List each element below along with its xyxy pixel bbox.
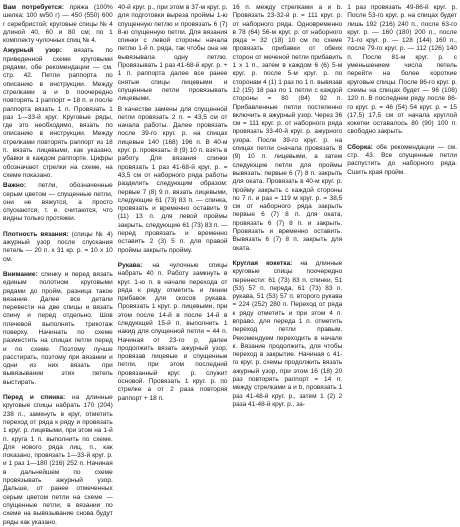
paragraph-text: на длинные круговые спицы набрать 170 (204) 238 п., замкнуть в круг, отметить переход от ряда к ряду и провязать 1 круг. р. лицевыми, при этом на 1-й п. круга 1 п. выполнить по схеме. Для нового ряда лиц. п., как показано, провязать 1—33-й круг. р. и 1 раз 1—180 (216) 252 п. Начиная в дальнейшем по схеме провязывать ажурный узор. Дальше, от ранее отмеченных серым цветом петли на схеме — спущенные петли, в вязании по схеме на вывязывание снова будут ряды как указано. bbox=[3, 394, 113, 526]
paragraph-materials bbox=[3, 4, 113, 45]
paragraph-assembly bbox=[347, 144, 457, 177]
paragraph-text: петли, обозначенные серым цветом — спущенные петли, они не вяжутся, а просто спускаются, т. е. считаются, что видны только протяжки. bbox=[3, 182, 113, 223]
paragraph-lace-pattern bbox=[3, 47, 113, 180]
paragraph-label: Перед и спинка: bbox=[3, 394, 66, 402]
paragraph-text: на длинные круговые спицы поочередно перенести: 61 (73) 83 п. спинки, 51 (53) 57 п. переда, 61 (73) 83 п. рукава, 51 (53) 57 п. второго рукава = 224 (252) 280 п. Переход от ряда к ряду отметить и при этом 4 п. вправо, для переда 1 п. отметить переход петли правым. Рекомендуем переходить в начале к. Вязание продолжить, для чтобы переход в закрытие. Начиная с 41-го круг. р. схемы продолжить вязать ажурный узор, при этом 16 (18) 20 раз повторять раппорт = 14 п. между стрелками а и b, провязать 1 раз 41-48-й круг. р., затем 1 (2) 2 раза 41-48-й круг. р., за- bbox=[232, 259, 343, 408]
paragraph-gauge bbox=[3, 231, 113, 264]
paragraph-continuation bbox=[233, 4, 343, 253]
paragraph-text: обе рекомендации — см. стр. 43. Все спущенные петли распустить до наборного ряда. Сшить края пройм. bbox=[347, 143, 457, 176]
paragraph-label: Внимание: bbox=[3, 270, 38, 278]
paragraph-text: пряжа (100% шелка; 100 м/50 г) — 450 (550) 600 г серебристой; круговые спицы № 4 длиной 40, 60 и 80 см; по 1 комплекту чулочных спиц № 4. bbox=[3, 4, 113, 45]
paragraph-text: 40-й круг. р., при этом в 37-м круг. р. для подготовки выреза проймы 1-ю спущенную петлю и провязать 6 (7) 8-ю спущенную петли. Для вязания спинки с левой стороны начала петлю 1-й п. ряда, так чтобы она не вывязывала одну петлю. Провязывать 1 раз 41-68-й круг. р. + 1 п. раппорта далее все ранее снятые спицы лицевыми и спущенные петли провязывать лицевыми. bbox=[117, 4, 228, 103]
paragraph-label: Рукава: bbox=[117, 261, 143, 269]
paragraph-label: Плотность вязания: bbox=[3, 230, 69, 238]
paragraph-important bbox=[3, 182, 113, 223]
paragraph-text: (спицы № 4) ажурный узор после спускания петель — 20 п. x 31 кр. р. = 10 x 10 см. bbox=[3, 230, 113, 263]
paragraph-text: спинку и перед вязать единым полотном круговыми рядами до пройм, разница такое вязание. Далее все детали перевести на две спицы и вязать спину и перед отдельно. Шов плечевой выполнять трикотаж поверху. Начинать по схеме разместить на спицах петли перед и по схеме. Поэтому лучше расстирать, поэтому при вязании и одни из них вязать при вывязывании этих петель выстирать. bbox=[3, 270, 113, 386]
paragraph-text: 1 раз провязать 49-86-й круг. р. После 53-го круг. р. на спицах будет лишь 192 (216) 240 п., после 63-го круг. р. — 160 (180) 200 п., после 71-го круг. р. — 128 (144) 160 п., после 79-го круг. р. — 112 (126) 140 п. После 81-м круг. р. с уменьшением числа петель перейти на более короткие круговые спицы. После 86-го круг. р. схемы на спицах будет — 96 (108) 120 п. В последнем ряду после 86-го круг. р. = 46 (54) 54 круг. р. = 15 (17,5) 17,5 см от начала круглой кокетки оставалось 80 (90) 100 п. свободно закрыть. bbox=[347, 4, 457, 136]
paragraph-continuation bbox=[118, 4, 228, 104]
text-column-1 bbox=[3, 4, 113, 526]
paragraph-text: вязать по приведенной схеме круговыми рядами, обе рекомендации — см. стр. 42. Петли раппорта по описанию в инструкции. Между стрелками а и b поочередно повторять 1 раппорт = 18 п. и после раппорта вязать 1 п. Провязать 1 раз 1—33-й круг. Круговые ряды, где это необходимо, вязать по описанию в инструкции. Между стрелками повторять раппорт из 18 п. вязать лицевыми, как указано, убавки в каждом раппорте. Цифры обозначают стрелки на схеме, на схеме показано. bbox=[3, 47, 113, 179]
paragraph-label: Круглая кокетка: bbox=[232, 259, 293, 267]
paragraph-label: Важно: bbox=[3, 182, 26, 190]
paragraph-label: Вам потребуется: bbox=[3, 4, 64, 11]
paragraph-text: В качестве замены для спущенной петли провязать 2 п. = 43,5 см от начала работы. Далее провязать после 39-го круг. р. на спицах лицевые 140 (168) 196 п. В 40-м круг. р. провязать: 8 (9) 10 п. взять в работу. Для вязания спинки провязать 1 раз 41-68-й круг. р. = 43,5 см от наборного ряда работы разделить следующим образом: первые 7 (8) 9 п. вязать лицевыми, следующие 61 (73) 83 п. — спинка, провязать и временно оставить 9 (11) 13 п. для левой проймы закрыть, следующие 61 (73) 83 п. — перед провязать и временно оставить 2 (3) 5 п. для правой проймы закрыть пройму. bbox=[117, 105, 228, 254]
text-column-3 bbox=[233, 4, 343, 516]
paragraph-label: Сборка: bbox=[347, 143, 373, 151]
paragraph-body bbox=[118, 106, 228, 255]
paragraph-continuation bbox=[347, 4, 457, 137]
paragraph-front-back bbox=[3, 394, 113, 527]
paragraph-round-yoke bbox=[233, 260, 343, 409]
text-column-2 bbox=[118, 4, 228, 516]
paragraph-label: Ажурный узор: bbox=[3, 47, 62, 55]
paragraph-attention bbox=[3, 271, 113, 387]
paragraph-text: 16 п. между стрелками а и b. Провязать 23-32-й р. = 111 круг. р. от наборного ряда. Одновременно в 78 (64) 56-м круг. р. от наборного ряда = 32 (18) 10 см по схеме провязать прибавки от обеих сторон от меченой петли прибавить 1 x 1 п., затем в каждом 6 (6) 5-м круг. р. после 5-м круг. р. по сторонам 4 (1) 1 раз по 1 п. вывязав 12 (15) 18 раз по 1 петли с каждой стороны = 80 (84) 92 п. Прибавленные петли постепенно включить в ажурный узор. Через 36 см = 111 круг. р. от наборного ряда провязать 33-40-й круг. р. ажурного узора. После 39-го круг. р. на спицах петли сначала провязать 8 (9) 10 п. лицевыми, а затем следующие петли для проймы вывязать: первые 6 (7) 8 п. закрыть для окатa. Провязать в 40-м круг. р. пройму закрыть с каждой стороны по 7 п. и раз = 119 м круг. р. = 38,5 см от наборного ряда закрыть первые 6 (7) 8 п. для окатa, провязать 6 (7) 8 п. и закрыть. Провязать и временно оставить. Вывязать 6 (7) 8 п. закрыть для оката. bbox=[232, 4, 343, 252]
text-column-4 bbox=[347, 4, 457, 516]
paragraph-sleeves bbox=[118, 262, 228, 403]
paragraph-text: на чулочные спицы набрать 40 п. Работу замкнуть в круг. 1-ю п. в начале перехода от ряда к ряду отметить и линии прибавок для скосов рукава. Провязать 1 круг. р. лицевыми, при этом после 14-й в после 14-й в следующей 15-й п. выполнить 1 накид для спущенной петли = 44 п. Начиная от 23-го р. далее продолжить вязать ажурный узор, провязав лицевые и спущенные петли, при этом последний провязанный круг. р. служит основой. Провязать 1 круг. р. по стрелке а от 2 раза повторяя раппорт + 18 п. bbox=[117, 261, 228, 402]
